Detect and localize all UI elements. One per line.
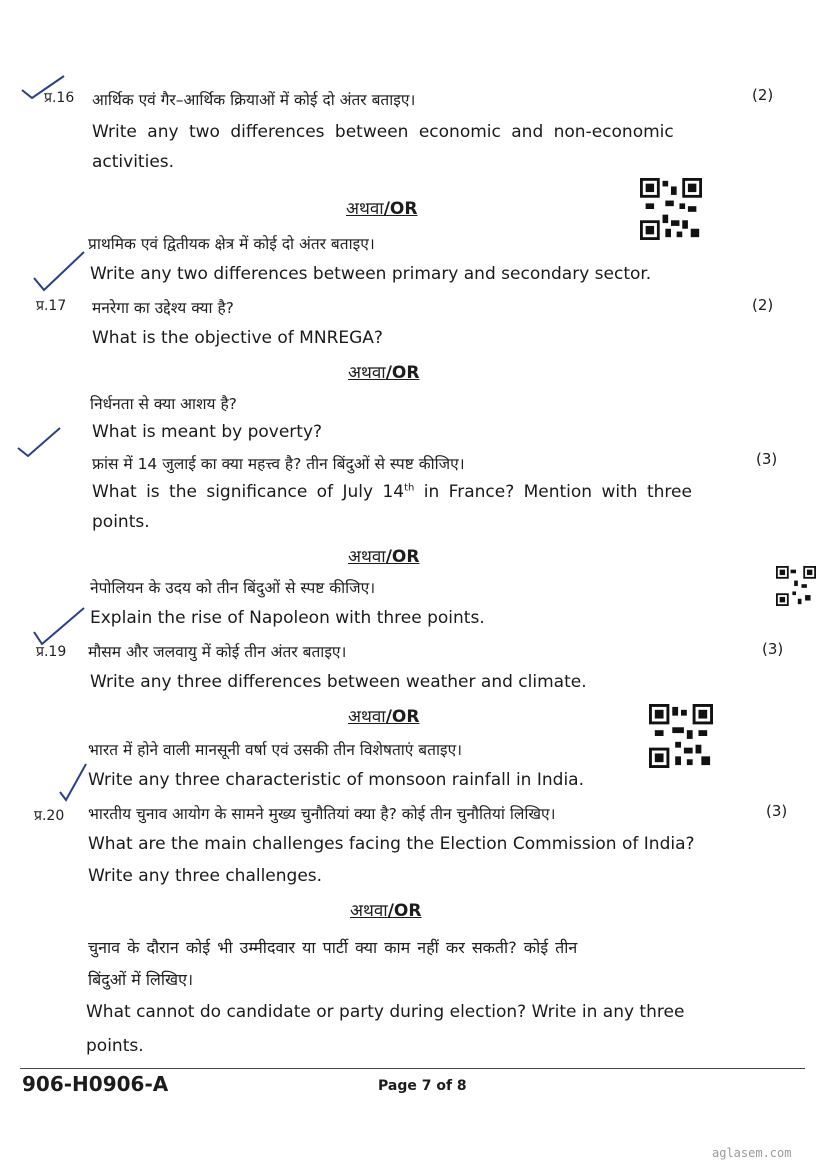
question-20-alt-hindi-line2: बिंदुओं में लिखिए। bbox=[88, 970, 194, 989]
question-18-english-pre: What is the significance of July 14 bbox=[92, 482, 405, 502]
question-16-alt-english: Write any two differences between primary and secondary sector. bbox=[90, 264, 652, 284]
question-19-english: Write any three differences between weather and climate. bbox=[90, 672, 587, 692]
page-number: Page 7 of 8 bbox=[378, 1078, 467, 1094]
ordinal-suffix: th bbox=[404, 482, 415, 494]
or-divider bbox=[346, 196, 417, 219]
or-english: /OR bbox=[387, 901, 422, 921]
or-divider bbox=[348, 360, 419, 383]
question-18-english-line2: points. bbox=[92, 512, 150, 532]
question-19-alt-hindi: भारत में होने वाली मानसूनी वर्षा एवं उसकी तीन विशेषताएं बताइए। bbox=[88, 741, 463, 759]
paper-code: 906-H0906-A bbox=[22, 1072, 169, 1096]
question-20-alt-english-line2: points. bbox=[86, 1036, 144, 1056]
question-20-english-line1: What are the main challenges facing the Election Commission of India? bbox=[88, 834, 695, 854]
qr-code-icon bbox=[776, 566, 816, 606]
question-18-alt-hindi: नेपोलियन के उदय को तीन बिंदुओं से स्पष्ट कीजिए। bbox=[90, 579, 376, 597]
or-hindi: अथवा bbox=[348, 707, 386, 727]
or-hindi: अथवा bbox=[348, 547, 386, 567]
question-19-alt-english: Write any three characteristic of monsoon rainfall in India. bbox=[88, 770, 584, 790]
or-divider bbox=[350, 898, 421, 921]
question-20-marks: (3) bbox=[766, 802, 788, 820]
question-18-marks: (3) bbox=[756, 450, 778, 468]
question-16-alt-hindi: प्राथमिक एवं द्वितीयक क्षेत्र में कोई दो अंतर बताइए। bbox=[88, 235, 375, 253]
question-20-english-line2: Write any three challenges. bbox=[88, 866, 323, 886]
question-18-english-line1 bbox=[92, 482, 692, 502]
or-english: /OR bbox=[385, 547, 420, 567]
footer-rule bbox=[20, 1068, 805, 1069]
or-english: /OR bbox=[385, 707, 420, 727]
question-19-marks: (3) bbox=[762, 640, 784, 658]
or-hindi: अथवा bbox=[346, 199, 384, 219]
question-18-alt-english: Explain the rise of Napoleon with three points. bbox=[90, 608, 485, 628]
checkmark-icon bbox=[14, 426, 64, 466]
question-16-marks: (2) bbox=[752, 86, 774, 104]
question-17-number: प्र.17 bbox=[36, 298, 67, 314]
question-17-english: What is the objective of MNREGA? bbox=[92, 328, 383, 348]
question-18-hindi: फ्रांस में 14 जुलाई का क्या महत्त्व है? तीन बिंदुओं से स्पष्ट कीजिए। bbox=[92, 455, 465, 473]
or-hindi: अथवा bbox=[350, 901, 388, 921]
question-20-alt-english-line1: What cannot do candidate or party during election? Write in any three bbox=[86, 1002, 685, 1022]
qr-code-icon bbox=[638, 178, 704, 240]
question-16-hindi: आर्थिक एवं गैर–आर्थिक क्रियाओं में कोई दो अंतर बताइए। bbox=[92, 91, 416, 109]
question-16-english-line1: Write any two differences between economic and non-economic bbox=[92, 122, 674, 142]
question-19-hindi: मौसम और जलवायु में कोई तीन अंतर बताइए। bbox=[88, 643, 347, 661]
question-16-number: प्र.16 bbox=[44, 90, 75, 106]
qr-code-icon bbox=[648, 704, 714, 768]
or-english: /OR bbox=[385, 363, 420, 383]
question-17-marks: (2) bbox=[752, 296, 774, 314]
checkmark-icon bbox=[30, 250, 86, 294]
question-19-number: प्र.19 bbox=[36, 644, 67, 660]
question-20-number: प्र.20 bbox=[34, 808, 65, 824]
question-17-alt-hindi: निर्धनता से क्या आशय है? bbox=[90, 395, 237, 413]
question-20-hindi: भारतीय चुनाव आयोग के सामने मुख्य चुनौतियां क्या है? कोई तीन चुनौतियां लिखिए। bbox=[88, 805, 556, 823]
question-16-english-line2: activities. bbox=[92, 152, 175, 172]
or-hindi: अथवा bbox=[348, 363, 386, 383]
question-17-alt-english: What is meant by poverty? bbox=[92, 422, 323, 442]
or-english: /OR bbox=[383, 199, 418, 219]
or-divider bbox=[348, 544, 419, 567]
question-17-hindi: मनरेगा का उद्देश्य क्या है? bbox=[92, 299, 234, 317]
checkmark-icon bbox=[58, 762, 88, 802]
or-divider bbox=[348, 704, 419, 727]
question-18-english-post: in France? Mention with three bbox=[414, 482, 692, 502]
question-20-alt-hindi-line1: चुनाव के दौरान कोई भी उम्मीदवार या पार्टी क्या काम नहीं कर सकती? कोई तीन bbox=[88, 938, 578, 957]
watermark: aglasem.com bbox=[712, 1146, 792, 1160]
